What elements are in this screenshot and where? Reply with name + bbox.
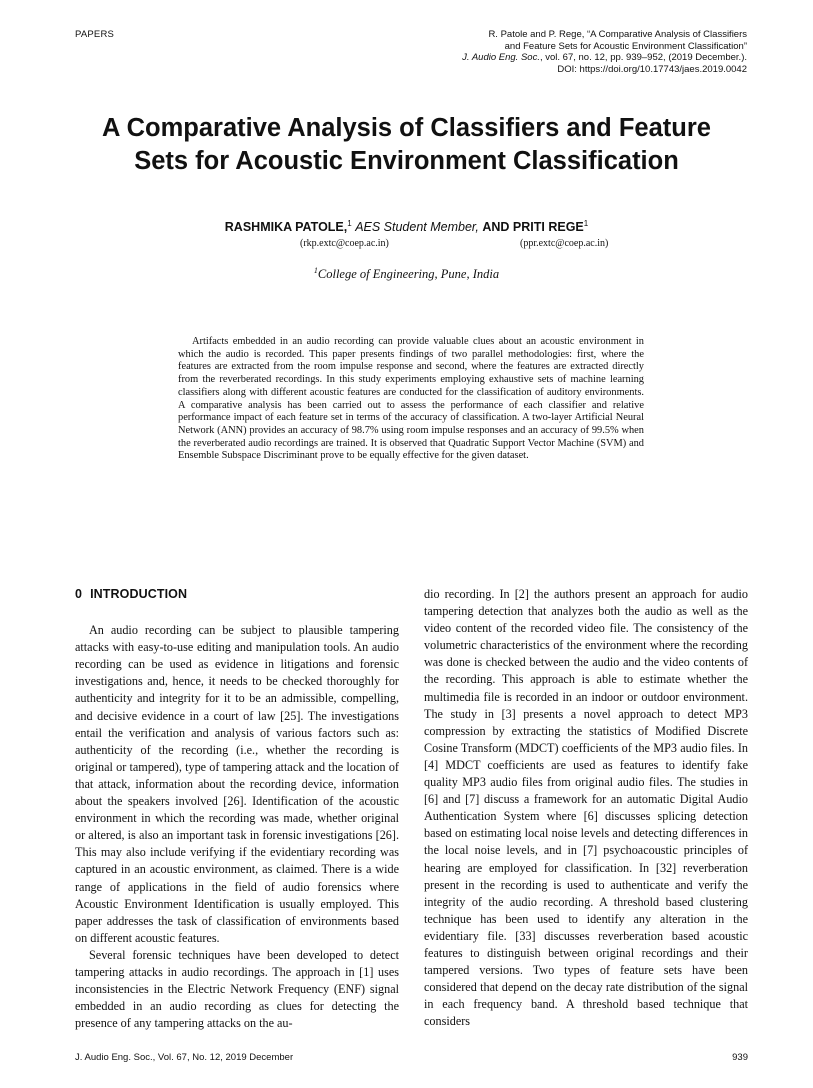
intro-paragraph-1: An audio recording can be subject to plausible tampering attacks with easy-to-use editing and manipulation tools. An audio recording can be used as evidence in litigations and forensic investigations and, hence, it needs to be checked thoroughly for authenticity and integrity for it to be an admissible, compelling, and decisive evidence in a court of law [25]. The investigations entail the verification and analysis of various factors such as: authenticity of the recording (i.e., whether the recording is original or tampered), type of tampering attack and the location of that attack, information about the recording device, information about the speakers involved [26]. Identification of the acoustic environment in which the recording was made, whether original or altered, is also an important task in forensic investigations [26]. This may also include verifying if the evidentiary recording was captured in an acoustic environment, as claimed. There is a wide range of applications in the field of audio forensics where Acoustic Environment Identification is usually employed. This paper addresses the task of classification of environments based on different acoustic features. [75,623,399,945]
paper-title [40,112,773,178]
right-column [424,586,748,1030]
section-heading [75,586,399,603]
left-column [75,586,399,1032]
citation-details: , vol. 67, no. 12, pp. 939–952, (2019 December.). [539,52,747,64]
title-line2: Sets for Acoustic Environment Classification [134,147,679,175]
intro-paragraph-2-continued: dio recording. In [2] the authors present an approach for audio tampering detection that analyzes both the audio as well as the video content of the recorded video file. The consistency of the volumetric characteristics of the environment where the recording was done is checked between the audio and the video contents of the recording. This approach is able to estimate whether the multimedia file is recorded in an indoor or outdoor environment. The study in [3] presents a novel approach to detect MP3 compression by extracting the statistics of Modified Discrete Cosine Transform (MDCT) coefficients of the MP3 audio files. In [4] MDCT coefficients are used as features to identify fake quality MP3 audio files from original audio files. The studies in [6] and [7] discuss a framework for an automatic Digital Audio Authentication System where [6] discusses splicing detection based on estimating local noise levels and detecting differences in the local noise levels, and in [7] psychoacoustic principles of hearing are employed for classification. In [32] reverberation present in the recording is used to authenticate and verify the integrity of the audio recording. A threshold based clustering technique has been used to identify any alteration in the evidentiary file. [33] discusses reverberation based acoustic features to distinguish between original recordings and their tampered versions. Two types of feature sets have been considered that depend on the decay rate distribution of the signal in each frequency band. A threshold based technique that considers [424,587,748,1029]
affiliation-text: College of Engineering, Pune, India [317,267,500,282]
doi-link[interactable]: DOI: https://doi.org/10.17743/jaes.2019.0042 [557,63,747,75]
abstract: Artifacts embedded in an audio recording can provide valuable clues about an acoustic environment in which the audio is recorded. This paper presents findings of two parallel methodologies: first, where the features are extracted from the room impulse response and second, where the features are extracted directly from the reverberated recordings. In this study experiments employing exhaustive sets of machine learning classifiers along with different acoustic features are conducted for the classification of auditory environments. A comparative analysis has been carried out to assess the performance of each classifier and relative performance impact of each feature set in terms of the accuracy of classification. A two-layer Artificial Neural Network (ANN) provides an accuracy of 98.7% using room impulse responses and an accuracy of 99.5% when the reverberated audio recordings are trained. It is observed that Quadratic Support Vector Machine (SVM) and Ensemble Subspace Discriminant prove to be equally effective for the given dataset. [178,336,644,462]
section-number: 0 [75,587,83,601]
affiliation [0,266,813,282]
citation-journal: J. Audio Eng. Soc. [462,52,540,64]
aes-membership: AES Student Member, [355,220,479,235]
footer-journal: J. Audio Eng. Soc., Vol. 67, No. 12, 2019 December [75,1052,294,1063]
author1-name: RASHMIKA PATOLE, [224,220,348,235]
affiliation-mark: 1 [313,266,318,275]
author2-affil-mark: 1 [583,219,589,228]
author2-name: AND PRITI REGE [482,220,584,235]
citation-line3 [327,52,747,64]
authors-line [0,219,813,234]
author2-email[interactable]: (ppr.extc@coep.ac.in) [520,238,609,249]
citation-line2: and Feature Sets for Acoustic Environment Classification” [504,40,747,52]
intro-paragraph-2: Several forensic techniques have been developed to detect tampering attacks in audio recordings. The approach in [1] uses inconsistencies in the Electric Network Frequency (ENF) signal embedded in an audio recording as clues for detecting the presence of any tampering attacks on the au- [75,947,399,1031]
citation-line1: R. Patole and P. Rege, “A Comparative Analysis of Classifiers [488,29,747,40]
page-number: 939 [732,1052,748,1063]
citation-block [327,29,747,75]
section-label: PAPERS [75,29,115,40]
section-title: INTRODUCTION [90,587,188,601]
author1-affil-mark: 1 [347,219,352,228]
title-line1: A Comparative Analysis of Classifiers and Feature [102,114,711,142]
author1-email[interactable]: (rkp.extc@coep.ac.in) [300,238,389,249]
